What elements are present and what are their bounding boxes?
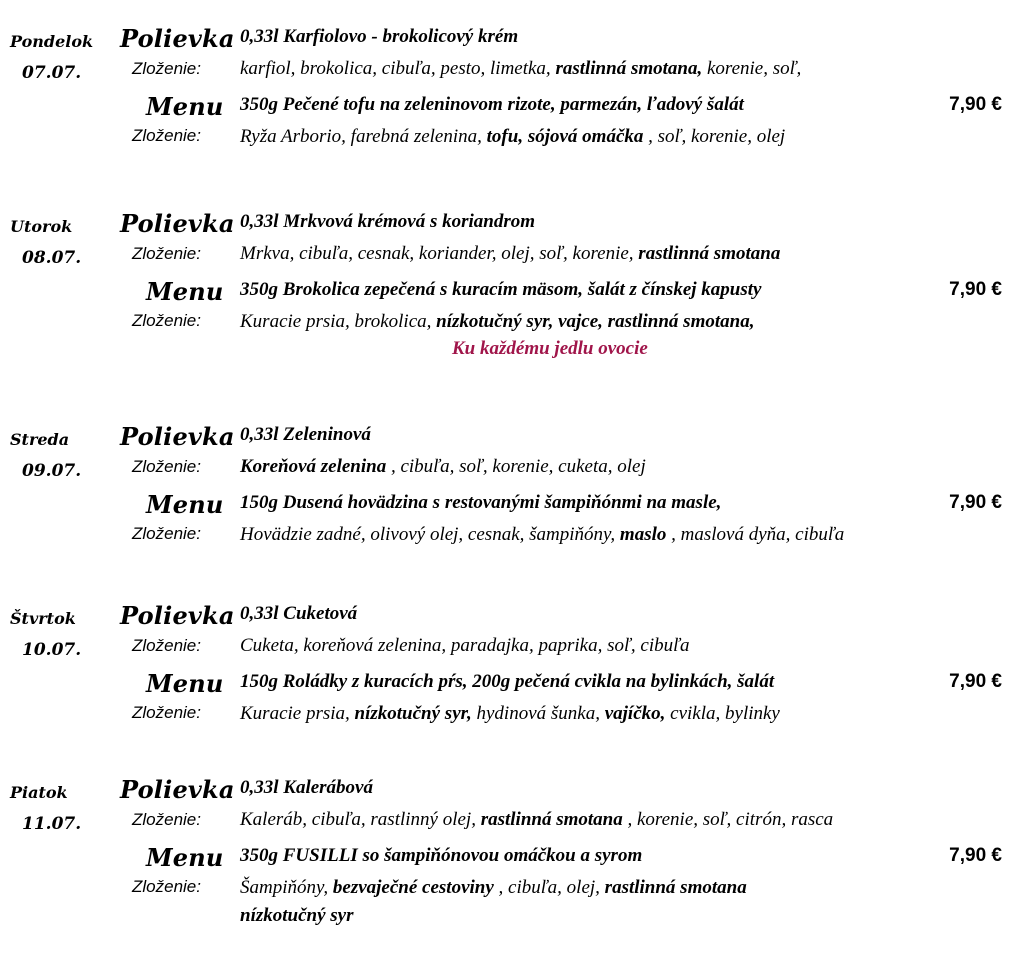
soup-name: 0,33l Kalerábová <box>240 777 373 798</box>
soup-ingredients <box>240 635 690 657</box>
soup-name: 0,33l Zeleninová <box>240 424 371 445</box>
menu-label: Menu <box>146 669 224 698</box>
menu-dish-name: 350g Brokolica zepečená s kuracím mäsom, šalát z čínskej kapusty <box>240 279 762 300</box>
menu-price: 7,90 € <box>949 94 1002 115</box>
soup-ingredients <box>240 456 646 478</box>
day-name: Pondelok <box>10 32 94 51</box>
menu-label: Menu <box>146 277 224 306</box>
menu-price: 7,90 € <box>949 845 1002 866</box>
menu-dish-name: 350g Pečené tofu na zeleninovom rizote, parmezán, ľadový šalát <box>240 94 744 115</box>
day-name: Piatok <box>10 783 68 802</box>
ingredient-text: , soľ, korenie, olej <box>643 126 786 147</box>
ingredient-text: cvikla, bylinky <box>665 703 780 724</box>
ingredient-highlight: bezvaječné cestoviny <box>332 877 494 898</box>
day-date: 07.07. <box>22 63 82 83</box>
menu-ingredients <box>240 877 747 899</box>
ingredient-text: Kuracie prsia, <box>240 703 355 724</box>
ingredient-highlight: rastlinná smotana, <box>555 58 703 79</box>
soup-label: Polievka <box>120 601 235 630</box>
day-date: 10.07. <box>22 640 82 660</box>
composition-label: Zloženie: <box>132 524 201 543</box>
ingredient-highlight: nízkotučný syr, vajce, rastlinná smotana, <box>436 311 755 332</box>
soup-name: 0,33l Karfiolovo - brokolicový krém <box>240 26 519 47</box>
composition-label: Zloženie: <box>132 126 201 145</box>
composition-label: Zloženie: <box>132 59 201 78</box>
ingredient-highlight: rastlinná smotana <box>480 809 623 830</box>
day-name: Streda <box>10 430 70 449</box>
composition-label: Zloženie: <box>132 311 201 330</box>
ingredient-text: Kaleráb, cibuľa, rastlinný olej, <box>240 809 481 830</box>
composition-label: Zloženie: <box>132 703 201 722</box>
ingredient-text: Šampiňóny, <box>240 877 333 898</box>
soup-label: Polievka <box>120 209 235 238</box>
soup-ingredients <box>240 58 801 80</box>
menu-price: 7,90 € <box>949 492 1002 513</box>
soup-ingredients <box>240 809 833 831</box>
ingredient-text: Mrkva, cibuľa, cesnak, koriander, olej, soľ, korenie, <box>240 243 639 264</box>
soup-label: Polievka <box>120 775 235 804</box>
menu-price: 7,90 € <box>949 671 1002 692</box>
menu-label: Menu <box>146 843 224 872</box>
menu-ingredients-continued <box>240 905 354 927</box>
ingredient-text: karfiol, brokolica, cibuľa, pesto, limetka, <box>240 58 556 79</box>
ingredient-highlight: maslo <box>619 524 667 545</box>
menu-ingredients <box>240 311 754 333</box>
ingredient-text: Cuketa, koreňová zelenina, paradajka, paprika, soľ, cibuľa <box>240 635 690 656</box>
soup-label: Polievka <box>120 24 235 53</box>
day-date: 11.07. <box>22 814 82 834</box>
ingredient-highlight: Koreňová zelenina <box>240 456 387 477</box>
menu-ingredients <box>240 703 780 725</box>
ingredient-text: , korenie, soľ, citrón, rasca <box>622 809 834 830</box>
ingredient-text: Kuracie prsia, brokolica, <box>240 311 437 332</box>
day-name: Štvrtok <box>10 609 76 628</box>
composition-label: Zloženie: <box>132 877 201 896</box>
ingredient-text: Ryža Arborio, farebná zelenina, <box>240 126 487 147</box>
ingredient-highlight: nízkotučný syr <box>240 905 354 926</box>
soup-ingredients <box>240 243 780 265</box>
ingredient-text: hydinová šunka, <box>471 703 605 724</box>
day-name: Utorok <box>10 217 73 236</box>
ingredient-text: , cibuľa, soľ, korenie, cuketa, olej <box>386 456 646 477</box>
soup-label: Polievka <box>120 422 235 451</box>
menu-dish-name: 350g FUSILLI so šampiňónovou omáčkou a syrom <box>240 845 643 866</box>
ingredient-text: korenie, soľ, <box>702 58 802 79</box>
fruit-note: Ku každému jedlu ovocie <box>452 338 648 359</box>
composition-label: Zloženie: <box>132 810 201 829</box>
ingredient-highlight: nízkotučný syr, <box>354 703 472 724</box>
ingredient-text: , maslová dyňa, cibuľa <box>666 524 845 545</box>
menu-dish-name: 150g Roládky z kuracích pŕs, 200g pečená cvikla na bylinkách, šalát <box>240 671 775 692</box>
menu-label: Menu <box>146 490 224 519</box>
menu-dish-name: 150g Dusená hovädzina s restovanými šampiňónmi na masle, <box>240 492 722 513</box>
soup-name: 0,33l Cuketová <box>240 603 358 624</box>
menu-price: 7,90 € <box>949 279 1002 300</box>
soup-name: 0,33l Mrkvová krémová s koriandrom <box>240 211 536 232</box>
ingredient-highlight: rastlinná smotana <box>604 877 747 898</box>
composition-label: Zloženie: <box>132 244 201 263</box>
menu-ingredients <box>240 524 844 546</box>
ingredient-highlight: tofu, sójová omáčka <box>486 126 644 147</box>
day-date: 08.07. <box>22 248 82 268</box>
day-date: 09.07. <box>22 461 82 481</box>
menu-ingredients <box>240 126 785 148</box>
ingredient-highlight: rastlinná smotana <box>638 243 781 264</box>
menu-label: Menu <box>146 92 224 121</box>
composition-label: Zloženie: <box>132 636 201 655</box>
composition-label: Zloženie: <box>132 457 201 476</box>
ingredient-highlight: vajíčko, <box>604 703 666 724</box>
ingredient-text: , cibuľa, olej, <box>493 877 605 898</box>
ingredient-text: Hovädzie zadné, olivový olej, cesnak, šampiňóny, <box>240 524 620 545</box>
